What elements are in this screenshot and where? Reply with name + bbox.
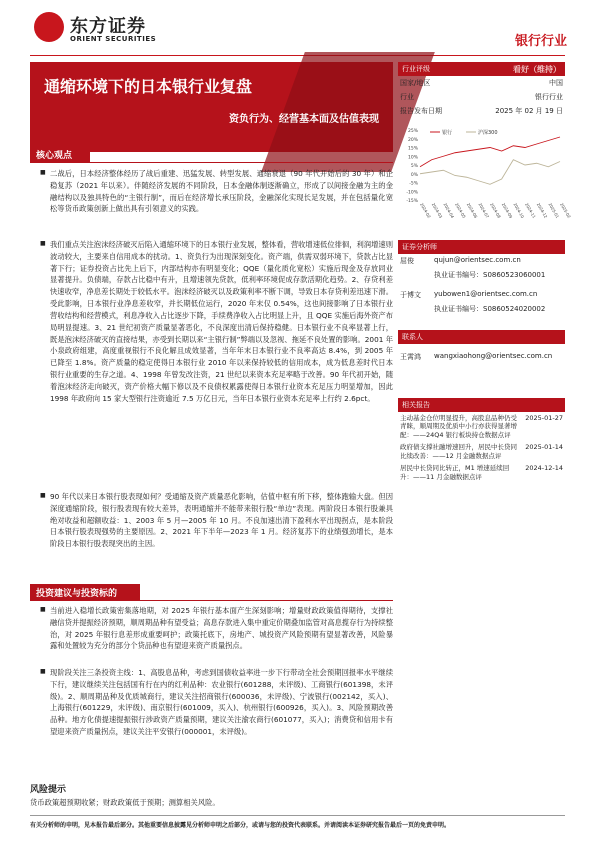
y-tick-label: 10%: [407, 155, 418, 161]
invest-title: 投资建议与投资标的: [30, 584, 140, 600]
footer-divider: [30, 815, 565, 816]
x-tick-label: 2025-02: [559, 202, 572, 219]
report-title: 通缩环境下的日本银行业复盘: [44, 77, 253, 96]
y-tick-label: -15%: [406, 199, 418, 204]
related-date: 2025-01-27: [525, 414, 563, 422]
related-date: 2025-01-14: [525, 443, 563, 452]
logo-cn: 东方证券: [70, 16, 146, 37]
x-tick-label: 2024-07: [477, 202, 491, 219]
legend-label: 银行: [442, 130, 453, 136]
related-title[interactable]: 主动基金仓位明显提升，高股息品种仍受青睐，顺周期及优质中小行亦获得显著增配：——24Q4 银行板块持仓数据点评: [400, 414, 517, 439]
invest-para-2: ■ 现阶段关注三条投资主线：1、高股息品种，考虑到国债收益率进一步下行带动全社会预期回报率水平继续下行，建议继续关注包括国有行在内的红利品种：农业银行(601288，未评级)、工商银行(601398，未评级)。2、顺周期品种及优质城商行，建议关注招商银行(600036，未评级)、宁波银行(002142，买入)、上海银行(601229，未评级)、南京银行(601009，买入)、杭州银行(600926，买入)。3、风险预期改善品种。地方化债提速提振银行涉政资产质量预期，建议关注渝农商行(601077，买入)；消费贷和信用卡有望迎来资产质量拐点，建议关注平安银行(000001，未评级)。: [50, 667, 393, 738]
y-tick-label: -5%: [409, 181, 418, 187]
related-title[interactable]: 居民中长贷同比转正，M1 增速延续回升：——11 月金融数据点评: [400, 464, 510, 481]
risk-text: 货币政策超预期收紧；财政政策低于预期；测算相关风险。: [30, 798, 220, 807]
rating-label: 行业评级: [402, 65, 430, 73]
related-report[interactable]: [398, 412, 565, 441]
x-tick-label: 2024-06: [465, 202, 479, 219]
header-divider: [30, 55, 565, 56]
x-tick-label: 2024-02: [419, 202, 432, 219]
x-tick-label: 2024-05: [454, 202, 467, 219]
series-line-1: [420, 160, 560, 185]
contact-email[interactable]: wangxiaohong@orientsec.com.cn: [434, 352, 553, 360]
x-tick-label: 2024-04: [442, 202, 456, 219]
info-row: [398, 90, 565, 104]
info-value: 银行行业: [535, 93, 563, 101]
y-tick-label: -10%: [406, 190, 418, 196]
series-line-0: [420, 137, 560, 167]
company-logo-icon: [34, 12, 64, 42]
related-header: 相关报告: [398, 398, 565, 412]
chart-svg: [398, 122, 572, 232]
x-tick-label: 2024-12: [535, 202, 549, 219]
y-tick-label: 5%: [410, 164, 418, 169]
title-banner: [30, 62, 393, 152]
industry-label: 银行行业: [514, 34, 567, 49]
analyst-header: 证券分析师: [398, 240, 565, 254]
risk-title: 风险提示: [30, 785, 67, 795]
info-key: 行业: [400, 93, 414, 101]
related-date: 2024-12-14: [525, 464, 563, 473]
info-value: 2025 年 02 月 19 日: [495, 107, 563, 115]
analyst-cert-row: [398, 302, 565, 316]
analyst-email[interactable]: yubowen1@orientsec.com.cn: [434, 290, 538, 298]
x-tick-label: 2024-10: [512, 202, 526, 219]
sidebar: [398, 62, 572, 483]
rating-value: 看好（维持）: [513, 65, 561, 74]
x-tick-label: 2024-09: [500, 202, 514, 219]
info-value: 中国: [549, 79, 563, 87]
x-tick-label: 2024-11: [524, 202, 537, 219]
analyst-name: 于博文: [400, 291, 421, 299]
contact-name: 王霄鸿: [400, 353, 421, 361]
core-para-1: ■ 二战后，日本经济整体经历了战后重建、迅猛发展、转型发展、通缩衰退（90 年代开始后的 30 年）和企稳复苏（2021 年以来）。伴随经济发展的不同阶段，日本金融体制逐渐确立，形成了以间接金融为主的金融结构以及独具特色的“主银行制”，而后在经济增长承压阶段，金融深化实现长足发展，并在包括量化宽松等货币政策创新上做出具有引领意义的实践。: [50, 168, 393, 215]
core-para-3: ■ 90 年代以来日本银行股表现如何？受通缩及资产质量恶化影响，估值中枢有所下移，整体跑输大盘。但因深度通缩阶段，银行股表现有较大差异，表明通缩并不能带来银行股“单边”表现。两阶段日本银行股兼具绝对收益和超额收益：1、2003 年 5 月—2005 年 10 月。不良加速出清下盈利水平出现拐点，是本阶段日本银行股表现强势的主要原因。2、2021 年下半年—2023 年 1 月。经济复苏下的业绩强劲增长，是本阶段日本银行股表现突出的主因。: [50, 491, 393, 550]
analyst-row: [398, 254, 565, 268]
y-tick-label: 15%: [407, 146, 418, 152]
core-para-2: ■ 我们重点关注泡沫经济破灭后陷入通缩环境下的日本银行业发展，整体看，营收增速低位徘徊，利润增速则波动较大，主要来自信用成本的扰动。1、资负行为出现深刻变化。资产端，供需双弱环境下，贷款占比显著下行；证券投资占比先上后下，内部结构亦有明显变化；QQE（量化质化宽松）实施后现金及存放同业显著提升。负债端，存款占比稳中有升，且增速领先贷款，低利率环境促成存款活期化趋势。2、存贷利差快速收窄，净息差长期处于较低水平。泡沫经济破灭以及政策利率不断下调，导致日本存贷利差迅速下滑。受此影响，日本银行业净息差收窄，并长期低位运行，2020 年末仅 0.54%，这也间接影响了日本银行业营收结构和经营模式，利息净收入占比逐步下降，手续费净收入占比明显上升，且 QQE 实施后海外资产布局明显提速。3、21 世纪初资产质量显著恶化，不良深度出清后保持稳健。日本银行业不良率显著上行，既是泡沫经济破灭的直接结果，亦受到长期以来“主银行制”弊端以及忽视、拖延不良处置的影响。2001 年小泉政府组建，高度重视银行不良化解且成效显著，当年年末日本银行业不良率高达 8.4%，到 2005 年已降至 1.8%。资产质量的稳定使得日本银行业 2010 年以来保持较低的信用成本，成为低息差时代日本银行业重要的生存之道。4、1998 年曾发改注资，21 世纪以来资本充足率略于改善。90 年代初开始，随着泡沫经济走向破灭，资产价格大幅下修以及不良债权累露使得日本银行业资本充足压力明显增加，因此 1998 年政府向 15 家大型银行注资逾近 7.5 万亿日元，当年日本银行业资本充足率上行约 2.6pct。: [50, 239, 393, 404]
invest-divider: [30, 600, 393, 601]
y-tick-label: 0%: [410, 172, 418, 178]
info-row: [398, 104, 565, 118]
contact-row: [398, 350, 565, 364]
core-divider: [30, 162, 393, 163]
related-report[interactable]: [398, 441, 565, 462]
invest-para-1: ■ 当前进入稳增长政策密集落地期，对 2025 年银行基本面产生深刻影响；增量财政政策值得期待，支撑社融信贷并提振经济预期，顺周期品种有望受益；高息存款进入集中重定价期叠加监管对高息揽存行为持续整治，对 2025 年银行息差形成重要呵护；政策托底下，房地产、城投资产风险预期有望显著改善，风险暴露和处置较为充分的部分个贷品种也有望迎来资产质量拐点。: [50, 605, 393, 652]
info-row: [398, 76, 565, 90]
logo-en: ORIENT SECURITIES: [70, 35, 157, 43]
performance-chart: [398, 122, 572, 232]
core-title: 核心观点: [30, 146, 90, 162]
analyst-row: [398, 288, 565, 302]
footer-disclaimer: 有关分析师的申明，见本报告最后部分。其他重要信息披露见分析师申明之后部分，或请与您的投资代表联系。并请阅读本证券研究报告最后一页的免责申明。: [30, 822, 451, 829]
x-tick-label: 2024-08: [489, 202, 502, 219]
analyst-cert: 执业证书编号：S0860523060001: [434, 271, 546, 279]
related-report[interactable]: [398, 462, 565, 483]
info-key: 国家/地区: [400, 79, 431, 87]
contact-header: 联系人: [398, 330, 565, 344]
analyst-cert-row: [398, 268, 565, 282]
analyst-name: 屈俊: [400, 257, 414, 265]
legend-label: 沪深300: [478, 130, 498, 136]
analyst-cert: 执业证书编号：S0860524020002: [434, 305, 546, 313]
related-title[interactable]: 政府债支撑社融增速回升，居民中长贷同比续改善：——12 月金融数据点评: [400, 443, 517, 460]
x-tick-label: 2025-01: [547, 202, 561, 219]
x-tick-label: 2024-03: [430, 202, 444, 219]
analyst-email[interactable]: qujun@orientsec.com.cn: [434, 256, 521, 264]
y-tick-label: 20%: [407, 137, 418, 143]
info-key: 报告发布日期: [400, 107, 442, 115]
report-subtitle: 资负行为、经营基本面及估值表现: [229, 114, 379, 125]
rating-header: [398, 62, 565, 76]
y-tick-label: 25%: [407, 129, 418, 134]
